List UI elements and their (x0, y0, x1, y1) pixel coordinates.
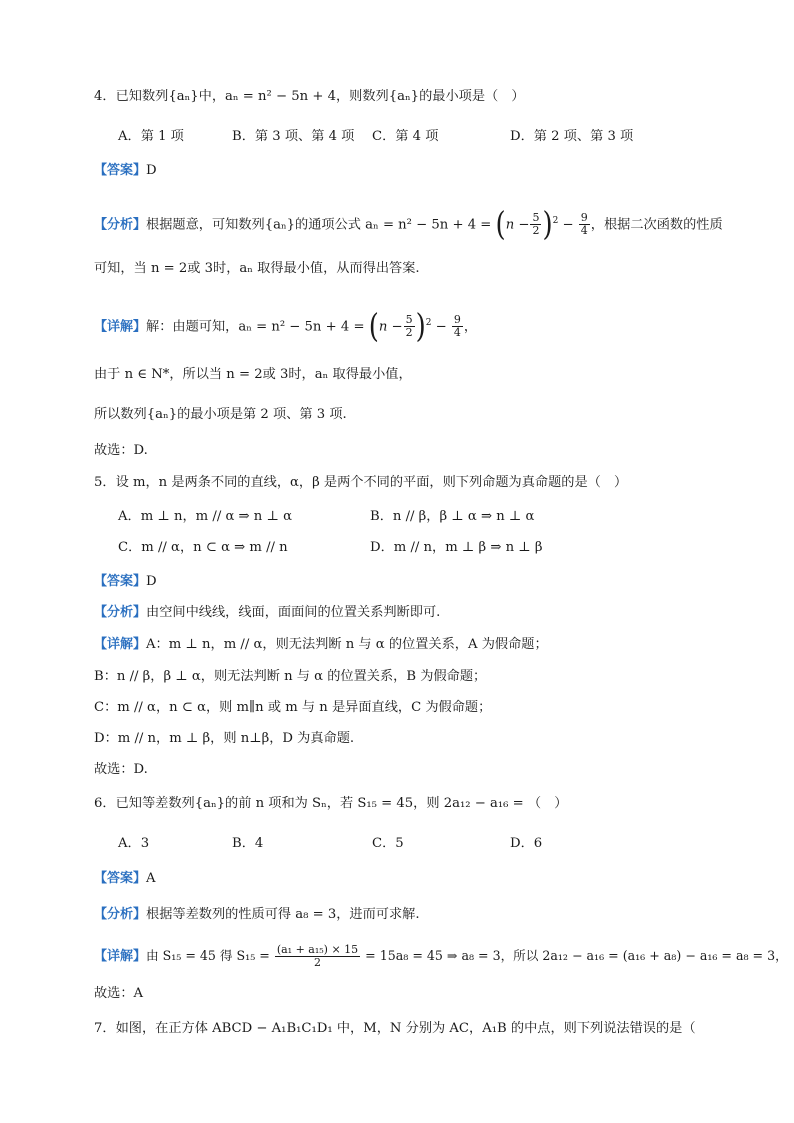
q4-option-a: A．第 1 项 (118, 129, 184, 144)
q6-analysis-text: 根据等差数列的性质可得 a₈ = 3，进而可求解. (146, 907, 420, 922)
q5-answer (94, 571, 724, 593)
q4-detail-line3: 所以数列{aₙ}的最小项是第 2 项、第 3 项. (94, 407, 347, 422)
frac-den: 4 (453, 326, 461, 340)
q4-option-b: B．第 3 项、第 4 项 (232, 129, 355, 144)
detail-tag: 【详解】 (94, 637, 147, 652)
q6-detail-text-end: = 15a₈ = 45 ⇒ a₈ = 3，所以 2a₁₂ − a₁₆ = (a₁₆ + a₈) − a₁₆ = a₈ = 3， (361, 948, 788, 963)
q5-option-d: D．m // n，m ⊥ β ⇒ n ⊥ β (370, 540, 543, 555)
answer-value: D (146, 574, 157, 589)
q5-analysis-text: 由空间中线线，线面，面面间的位置关系判断即可. (146, 605, 441, 620)
frac-den: 2 (405, 326, 413, 340)
frac-den: 4 (580, 224, 588, 238)
minus-sign: − (431, 319, 451, 335)
q5-detail-b: B：n // β，β ⊥ α，则无法判断 n 与 α 的位置关系，B 为假命题； (94, 669, 487, 684)
fraction-5-2 (404, 314, 415, 339)
answer-tag: 【答案】 (94, 574, 147, 589)
q5-option-a: A．m ⊥ n，m // α ⇒ n ⊥ α (118, 509, 292, 524)
q4-detail-line2: 由于 n ∈ N*，所以当 n = 2或 3时，aₙ 取得最小值， (94, 367, 412, 382)
square-exp: 2 (425, 318, 432, 328)
detail-tag: 【详解】 (94, 949, 147, 964)
fraction-9-4 (452, 314, 463, 339)
q4-detail-text: 解：由题可知，aₙ = n² − 5n + 4 = (146, 319, 369, 335)
right-paren: ) (415, 308, 426, 346)
q5-analysis (94, 602, 724, 624)
frac-num: 9 (580, 211, 588, 225)
frac-num: (a₁ + a₁₅) × 15 (276, 943, 359, 956)
q6-analysis (94, 904, 724, 926)
q4-answer (94, 160, 724, 182)
q4-detail-text-end: ， (463, 319, 478, 335)
minus-sign: − (558, 217, 578, 233)
answer-tag: 【答案】 (94, 163, 147, 178)
q6-option-c: C．5 (372, 836, 404, 851)
q6-option-a: A．3 (118, 836, 150, 851)
left-paren: ( (368, 308, 379, 346)
q5-conclusion: 故选：D. (94, 762, 148, 777)
answer-value: D (146, 163, 157, 178)
q5-detail-a (94, 634, 724, 656)
fraction-9-4 (579, 212, 590, 237)
fraction-sum (275, 944, 360, 969)
analysis-tag: 【分析】 (94, 217, 147, 233)
q4-option-c: C．第 4 项 (372, 129, 439, 144)
right-paren: ) (542, 206, 553, 244)
frac-num: 5 (405, 313, 413, 327)
q4-stem: 4．已知数列{aₙ}中，aₙ = n² − 5n + 4，则数列{aₙ}的最小项是（ ） (94, 89, 525, 104)
q7-stem: 7．如图，在正方体 ABCD − A₁B₁C₁D₁ 中，M，N 分别为 AC，A₁B 的中点，则下列说法错误的是（ (94, 1021, 696, 1036)
math-var: n − (378, 319, 403, 335)
answer-value: A (146, 871, 156, 886)
q4-analysis-text: 根据题意，可知数列{aₙ}的通项公式 aₙ = n² − 5n + 4 = (146, 217, 496, 233)
detail-tag: 【详解】 (94, 319, 147, 335)
q6-option-b: B．4 (232, 836, 264, 851)
q4-conclusion: 故选：D. (94, 443, 148, 458)
q6-detail (94, 940, 788, 972)
q6-detail-text: 由 S₁₅ = 45 得 S₁₅ = (146, 948, 274, 963)
q5-detail-d: D：m // n，m ⊥ β，则 n⊥β，D 为真命题. (94, 731, 355, 746)
frac-den: 2 (313, 956, 321, 969)
square-exp: 2 (552, 216, 559, 226)
q4-option-d: D．第 2 项、第 3 项 (510, 129, 634, 144)
answer-tag: 【答案】 (94, 871, 147, 886)
q4-analysis-line1 (94, 206, 724, 244)
analysis-tag: 【分析】 (94, 605, 147, 620)
frac-den: 2 (532, 224, 540, 238)
q6-conclusion: 故选：A (94, 986, 144, 1001)
q5-option-c: C．m // α，n ⊂ α ⇒ m // n (118, 540, 288, 555)
q5-detail-c: C：m // α，n ⊂ α，则 m∥n 或 m 与 n 是异面直线，C 为假命题； (94, 700, 492, 715)
frac-num: 9 (453, 313, 461, 327)
q4-analysis-text-end: ，根据二次函数的性质 (590, 217, 723, 233)
q5-stem: 5．设 m，n 是两条不同的直线，α，β 是两个不同的平面，则下列命题为真命题的是（ ） (94, 475, 628, 490)
q4-analysis-line2: 可知，当 n = 2或 3时，aₙ 取得最小值，从而得出答案. (94, 261, 420, 276)
frac-num: 5 (532, 211, 540, 225)
q6-stem: 6．已知等差数列{aₙ}的前 n 项和为 Sₙ，若 S₁₅ = 45，则 2a₁₂ − a₁₆ = （ ） (94, 796, 568, 811)
analysis-tag: 【分析】 (94, 907, 147, 922)
q6-answer (94, 868, 724, 890)
q5-detail-a-text: A：m ⊥ n，m // α，则无法判断 n 与 α 的位置关系，A 为假命题； (146, 637, 548, 652)
math-var: n − (505, 217, 530, 233)
left-paren: ( (495, 206, 506, 244)
fraction-5-2 (530, 212, 541, 237)
q6-option-d: D．6 (510, 836, 543, 851)
q5-option-b: B．n // β，β ⊥ α ⇒ n ⊥ α (370, 509, 535, 524)
q4-detail-line1 (94, 308, 724, 346)
